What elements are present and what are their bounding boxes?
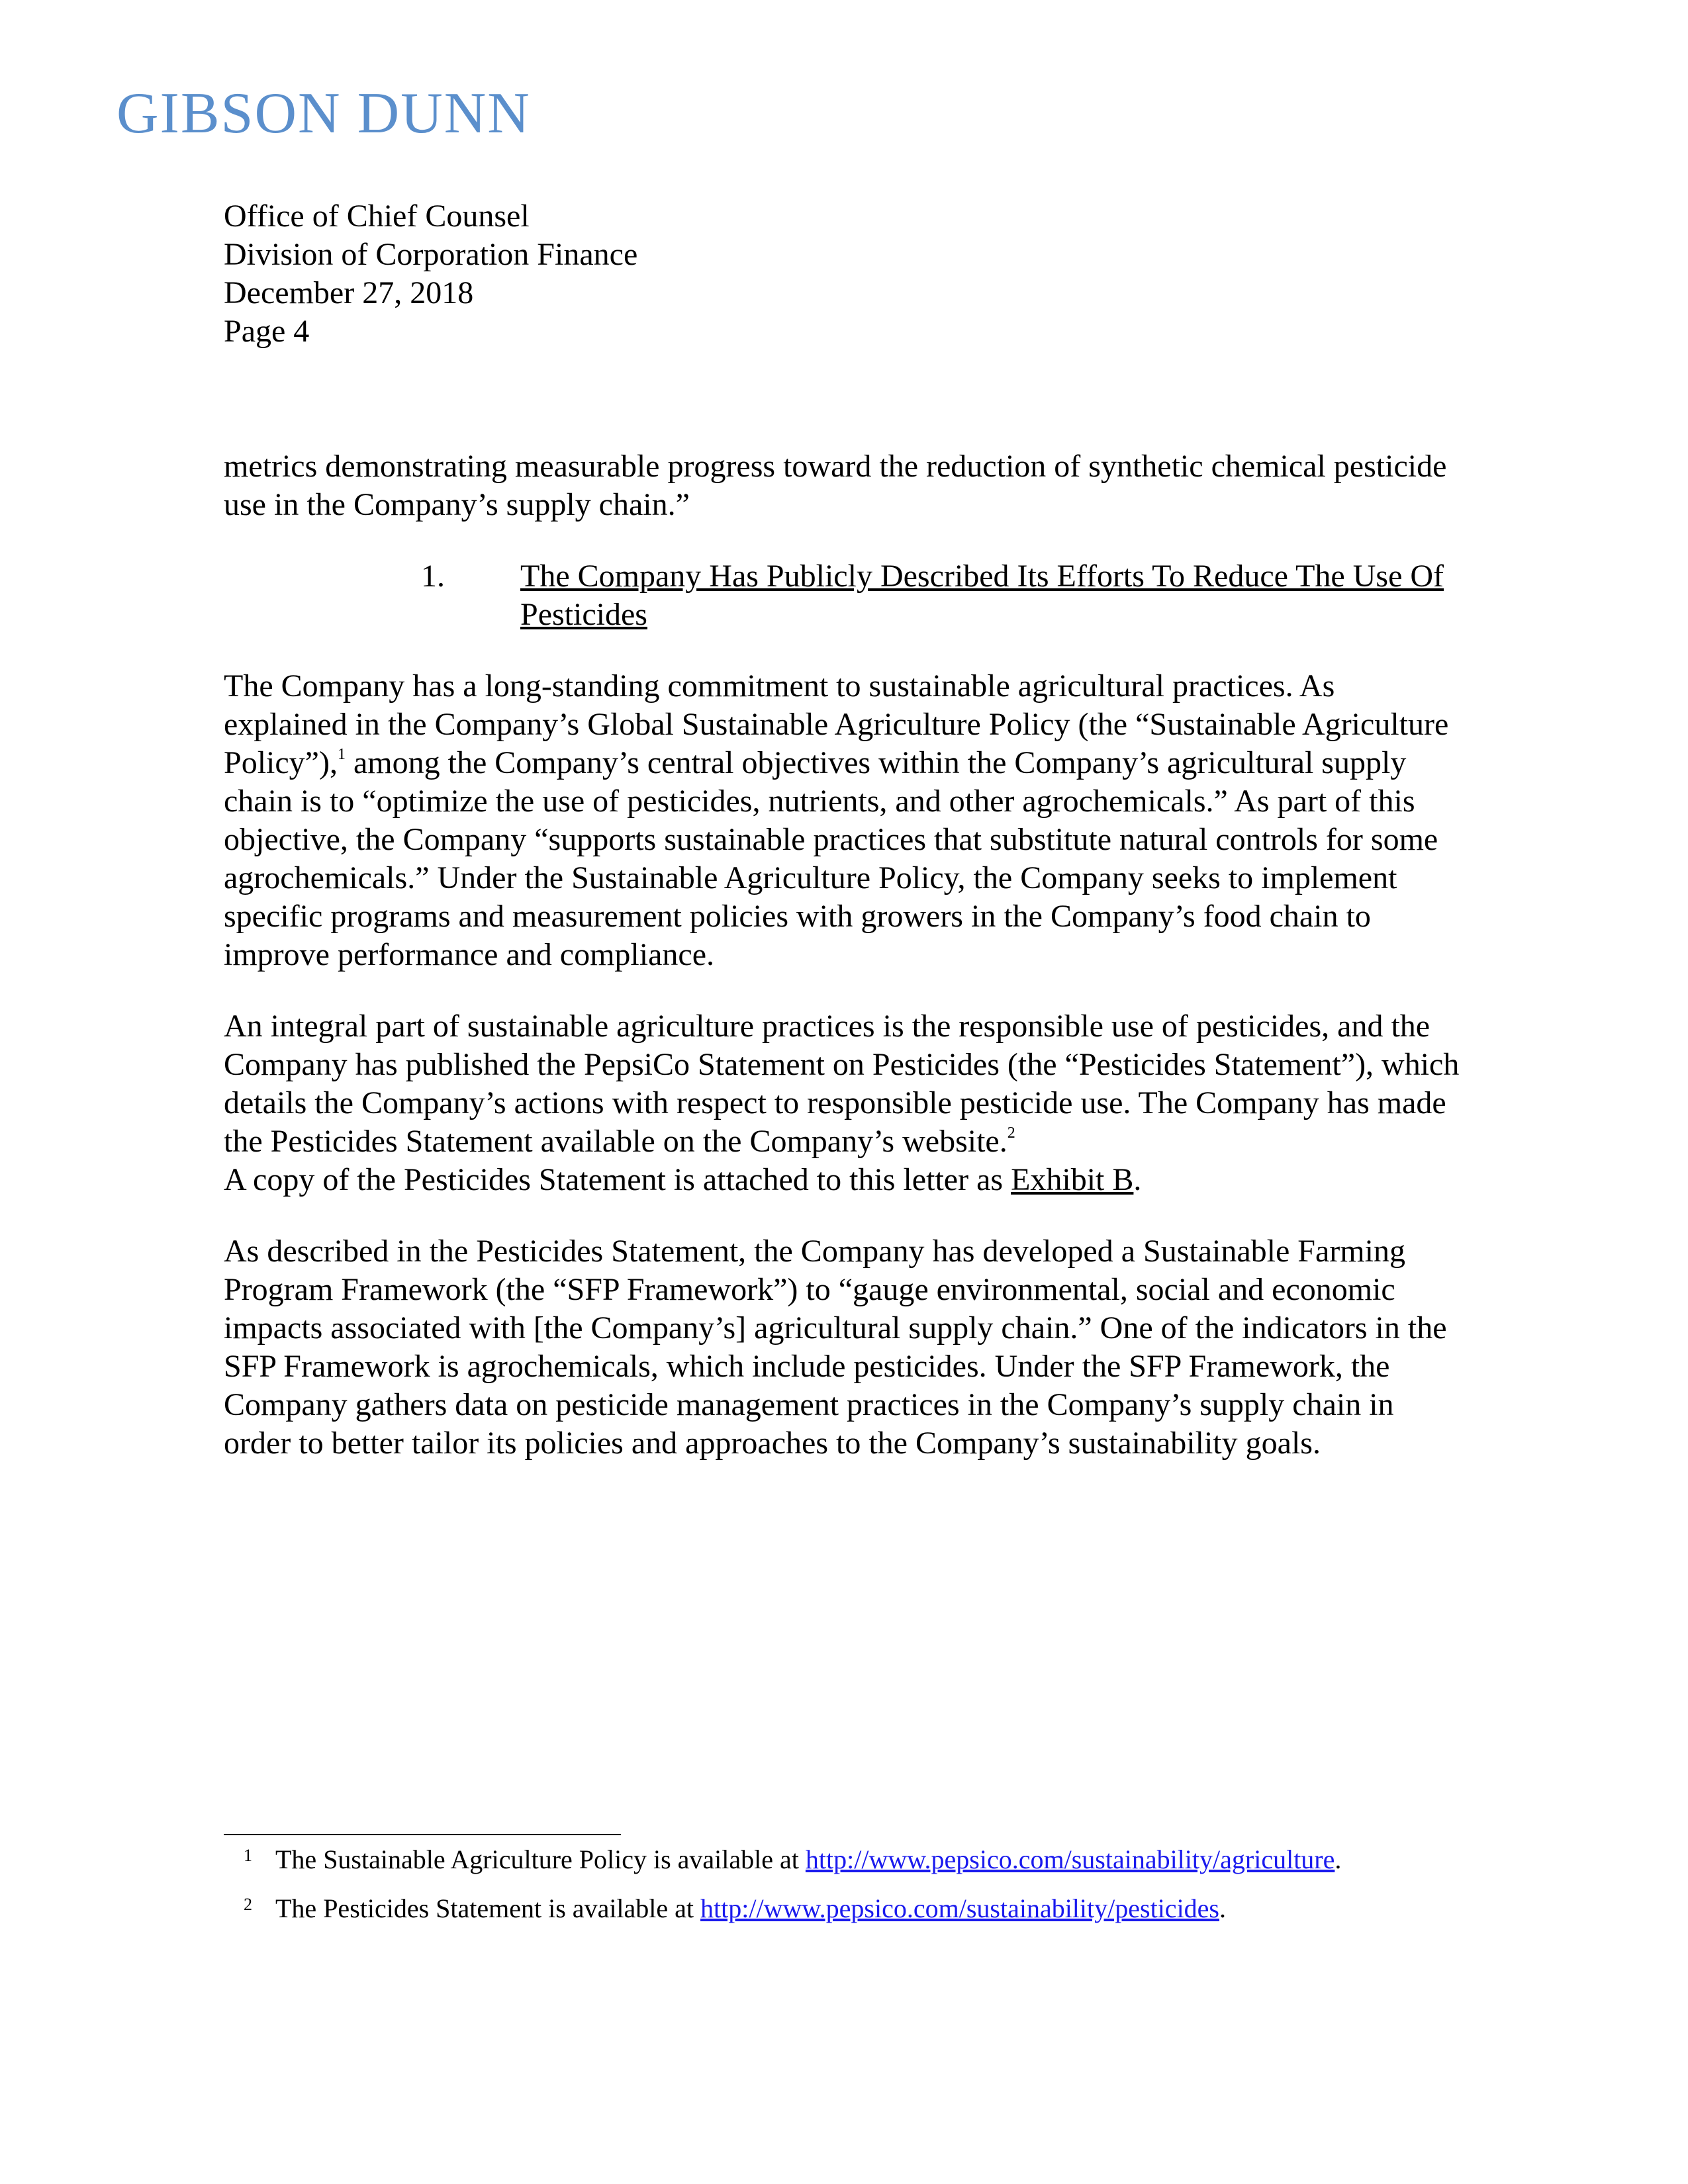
footnotes: [224, 1844, 1341, 1942]
footnote-1-link[interactable]: http://www.pepsico.com/sustainability/agriculture: [805, 1844, 1335, 1874]
paragraph-pesticides-text-a: An integral part of sustainable agriculture practices is the responsible use of pesticides, and the Company has published the PepsiCo Statement on Pesticides (the “Pesticides Statement”), which details the Company’s actions with respect to responsible pesticide use. The Company has made the Pesticides Statement available on the Company’s website.: [224, 1009, 1460, 1159]
footnote-1: [224, 1844, 1341, 1876]
paragraph-pesticides-text-c: .: [1133, 1162, 1142, 1197]
section-heading: [224, 557, 1462, 634]
header-recipient-division: Division of Corporation Finance: [224, 237, 638, 272]
letter-header: [224, 197, 637, 351]
header-date: December 27, 2018: [224, 275, 474, 310]
footnote-ref-2[interactable]: 2: [1007, 1124, 1015, 1142]
paragraph-commitment: [224, 667, 1462, 974]
header-page-number: Page 4: [224, 314, 310, 349]
section-heading-title: The Company Has Publicly Described Its Efforts To Reduce The Use Of Pesticides: [520, 559, 1444, 632]
footnote-1-number: 1: [244, 1846, 252, 1865]
footnote-2-number: 2: [244, 1895, 252, 1914]
footnote-2: [224, 1893, 1341, 1925]
paragraph-commitment-text-b: among the Company’s central objectives within the Company’s agricultural supply chain is to “optimize the use of pesticides, nutrients, and other agrochemicals.” As part of this objective, the Company “supports sustainable practices that substitute natural controls for some agrochemicals.” Under the Sustainable Agriculture Policy, the Company seeks to implement specific programs and measurement policies with growers in the Company’s food chain to improve performance and compliance.: [224, 745, 1438, 972]
letter-body: [224, 447, 1462, 1496]
footnote-ref-1[interactable]: 1: [337, 746, 346, 763]
exhibit-b-reference: Exhibit B: [1011, 1162, 1134, 1197]
footnote-divider: [224, 1834, 621, 1835]
paragraph-pesticides-text-b: A copy of the Pesticides Statement is attached to this letter as: [224, 1162, 1011, 1197]
footnote-1-text: The Sustainable Agriculture Policy is available at: [275, 1844, 806, 1874]
header-recipient-office: Office of Chief Counsel: [224, 199, 530, 234]
paragraph-commitment-text-a: The Company has a long-standing commitment to sustainable agricultural practices. As explained in the Company’s Global Sustainable Agriculture Policy (the “Sustainable Agriculture Policy”),: [224, 668, 1449, 780]
paragraph-pesticides-statement: [224, 1007, 1462, 1199]
paragraph-continuation: metrics demonstrating measurable progress toward the reduction of synthetic chemical pesticide use in the Company’s supply chain.”: [224, 449, 1447, 522]
firm-logo: GIBSON DUNN: [117, 81, 531, 146]
footnote-2-end: .: [1219, 1893, 1226, 1923]
paragraph-sfp-framework: As described in the Pesticides Statement, the Company has developed a Sustainable Farming Program Framework (the “SFP Framework”) to “gauge environmental, social and economic impacts associated with [the Company’s] agricultural supply chain.” One of the indicators in the SFP Framework is agrochemicals, which include pesticides. Under the SFP Framework, the Company gathers data on pesticide management practices in the Company’s supply chain in order to better tailor its policies and approaches to the Company’s sustainability goals.: [224, 1234, 1447, 1461]
footnote-1-end: .: [1335, 1844, 1342, 1874]
footnote-2-text: The Pesticides Statement is available at: [275, 1893, 701, 1923]
footnote-2-link[interactable]: http://www.pepsico.com/sustainability/pesticides: [700, 1893, 1219, 1923]
section-heading-number: 1.: [421, 559, 445, 594]
